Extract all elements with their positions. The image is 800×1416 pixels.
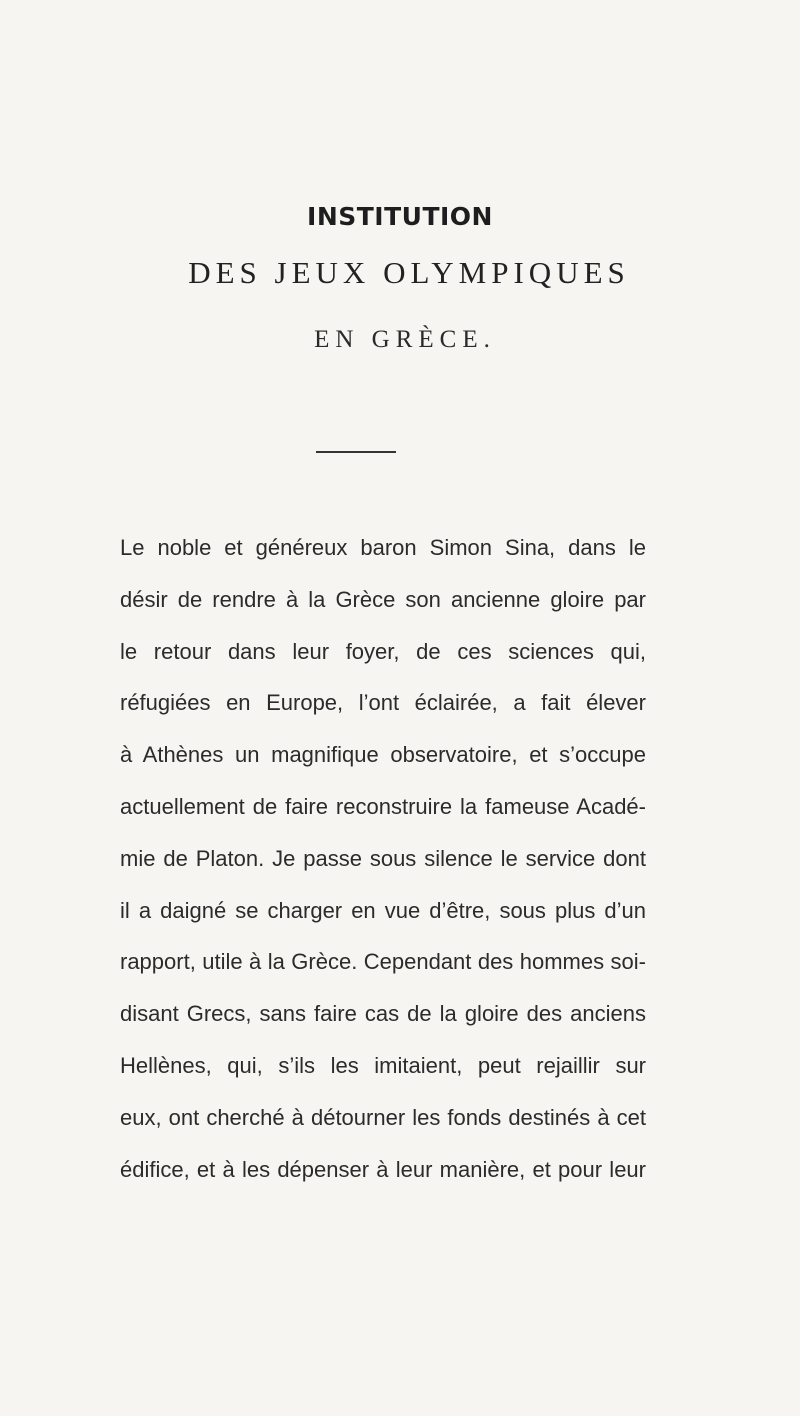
- title-en-grece: EN GRÈCE.: [314, 326, 496, 353]
- section-divider: [316, 451, 396, 453]
- text-line: Le noble et généreux baron Simon Sina, dans le: [120, 535, 646, 560]
- text-line: réfugiées en Europe, l’ont éclairée, a fait élever: [120, 690, 646, 716]
- text-line: à Athènes un magnifique observatoire, et s’occupe: [120, 742, 646, 768]
- title-institution: INSTITUTION: [307, 202, 493, 231]
- text-line: disant Grecs, sans faire cas de la gloire des anciens: [120, 1001, 646, 1027]
- text-line: rapport, utile à la Grèce. Cependant des hommes soi-: [120, 949, 646, 975]
- text-line: il a daigné se charger en vue d’être, sous plus d’un: [120, 897, 646, 923]
- text-line: le retour dans leur foyer, de ces sciences qui,: [120, 638, 646, 664]
- text-line: eux, ont cherché à détourner les fonds destinés à cet: [120, 1104, 646, 1130]
- title-jeux-olympiques: DES JEUX OLYMPIQUES: [188, 255, 630, 290]
- text-line: mie de Platon. Je passe sous silence le service dont: [120, 845, 646, 871]
- text-line: actuellement de faire reconstruire la fameuse Acadé-: [120, 793, 646, 819]
- body-paragraph: [120, 522, 646, 1195]
- text-line: désir de rendre à la Grèce son ancienne gloire par: [120, 586, 646, 612]
- text-line: Hellènes, qui, s’ils les imitaient, peut rejaillir sur: [120, 1052, 646, 1078]
- text-line: édifice, et à les dépenser à leur manière, et pour leur: [120, 1156, 646, 1182]
